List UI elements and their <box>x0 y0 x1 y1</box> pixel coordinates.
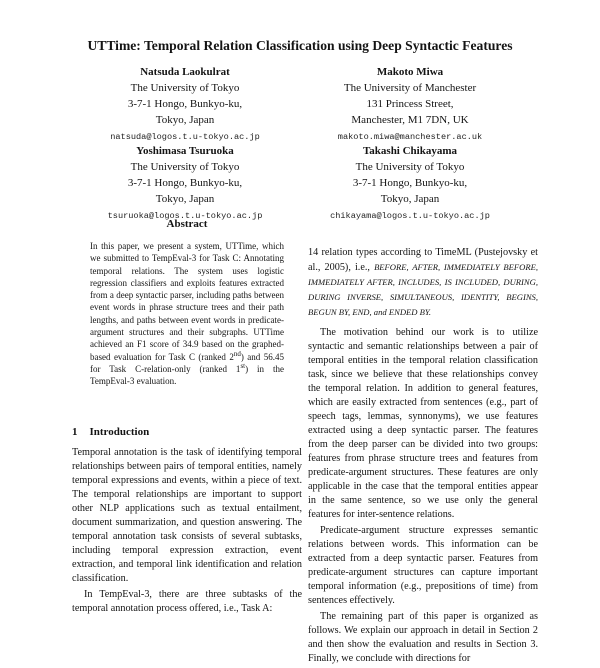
author-name: Takashi Chikayama <box>362 145 458 157</box>
author-affiliation: The University of Tokyo <box>130 161 240 173</box>
paragraph: In TempEval-3, there are three subtasks of the temporal annotation process offered, i.e., Task A: <box>72 589 302 614</box>
author-block-4 <box>285 143 535 225</box>
paragraph-text: 14 relation types according to TimeML (Pustejovsky et al., 2005), i.e., <box>308 247 538 273</box>
author-name: Natsuda Laokulrat <box>140 66 230 78</box>
author-address: Tokyo, Japan <box>155 193 215 205</box>
author-name: Yoshimasa Tsuruoka <box>136 145 234 157</box>
author-name: Makoto Miwa <box>376 66 444 78</box>
author-block-1 <box>60 64 310 146</box>
abstract-text: ) and 56.45 for Task C-relation-only (ranked 1 <box>90 351 284 374</box>
author-address: 3-7-1 Hongo, Bunkyo-ku, <box>127 98 243 110</box>
author-affiliation: The University of Manchester <box>343 82 477 94</box>
abstract-text: In this paper, we present a system, UTTime, which we submitted to TempEval-3 for Task C: Annotating temporal relations. The system uses logistic regression classifiers and exploits features extracted from a deep syntactic parser, including paths between event words in phrase structure trees and their path lengths, and paths between event words in predicate-argument structures and their subgraphs. UTTime achieved an F1 score of 34.9 based on the graphed-based evaluation for Task C (ranked 2 <box>90 241 284 362</box>
abstract-heading: Abstract <box>166 218 208 230</box>
relation-type-list: BEFORE, AFTER, IMMEDIATELY BEFORE, IMMEDIATELY AFTER, INCLUDES, IS INCLUDED, DURING, DURING INVERSE, SIMULTANEOUS, IDENTITY, BEGINS, BEGUN BY, END, and ENDED BY. <box>308 262 538 317</box>
author-address: 131 Princess Street, <box>366 98 454 110</box>
author-address: Manchester, M1 7DN, UK <box>351 114 469 126</box>
author-email[interactable]: tsuruoka@logos.t.u-tokyo.ac.jp <box>107 211 263 221</box>
paragraph: The remaining part of this paper is organized as follows. We explain our approach in detail in Section 2 and then show the evaluation and results in Section 3. Finally, we conclude with directions for <box>308 611 538 664</box>
paragraph: Predicate-argument structure expresses semantic relations between words. This information can be extracted from a deep syntactic parser. Features from predicate-argument structures can capture important temporal information (e.g., prepositions of time) from sentences effectively. <box>308 525 538 606</box>
author-email[interactable]: makoto.miwa@manchester.ac.uk <box>337 132 483 142</box>
author-address: Tokyo, Japan <box>380 193 440 205</box>
section-heading <box>72 426 149 438</box>
section-number: 1 <box>72 426 78 438</box>
paragraph: Temporal annotation is the task of identifying temporal relationships between pairs of temporal entities, namely temporal expressions and events, within a piece of text. The temporal relationships are important to support other NLP applications such as textual entailment, document summarization, and question answering. The temporal annotation task consists of several subtasks, including temporal expression extraction, event extraction, and temporal link identification and relation classification. <box>72 447 302 584</box>
author-address: 3-7-1 Hongo, Bunkyo-ku, <box>352 177 468 189</box>
author-block-3 <box>60 143 310 225</box>
paragraph: The motivation behind our work is to utilize syntactic and semantic relationships between a pair of temporal entities in the temporal relation classification task, since we believe that these relationships convey the temporal relation. In addition to general features, which are easily extracted from sentences (e.g., part of speech tags, lemmas, synnonyms), we use features extracted using a deep syntactic parser. The features from the deep parser can be divided into two groups: features from phrase structure trees and features from predicate-argument structures. These features are only applicable in the case that the temporal entities appear in the same sentence, so we use only the general features for inter-sentence relations. <box>308 327 538 520</box>
right-column-body <box>308 246 538 668</box>
author-email[interactable]: chikayama@logos.t.u-tokyo.ac.jp <box>330 211 490 221</box>
paper-title: UTTime: Temporal Relation Classification using Deep Syntactic Features <box>87 38 513 53</box>
author-affiliation: The University of Tokyo <box>355 161 465 173</box>
paragraph <box>308 246 538 320</box>
author-block-2 <box>285 64 535 146</box>
author-address: 3-7-1 Hongo, Bunkyo-ku, <box>127 177 243 189</box>
ordinal-suffix: st <box>240 361 246 370</box>
author-address: Tokyo, Japan <box>155 114 215 126</box>
author-affiliation: The University of Tokyo <box>130 82 240 94</box>
section-title: Introduction <box>89 426 150 438</box>
author-email[interactable]: natsuda@logos.t.u-tokyo.ac.jp <box>110 132 260 142</box>
ordinal-suffix: nd <box>233 349 241 358</box>
abstract-text: ) in the TempEval-3 evaluation. <box>90 363 284 387</box>
abstract-body <box>90 240 284 388</box>
left-column-body <box>72 446 302 618</box>
